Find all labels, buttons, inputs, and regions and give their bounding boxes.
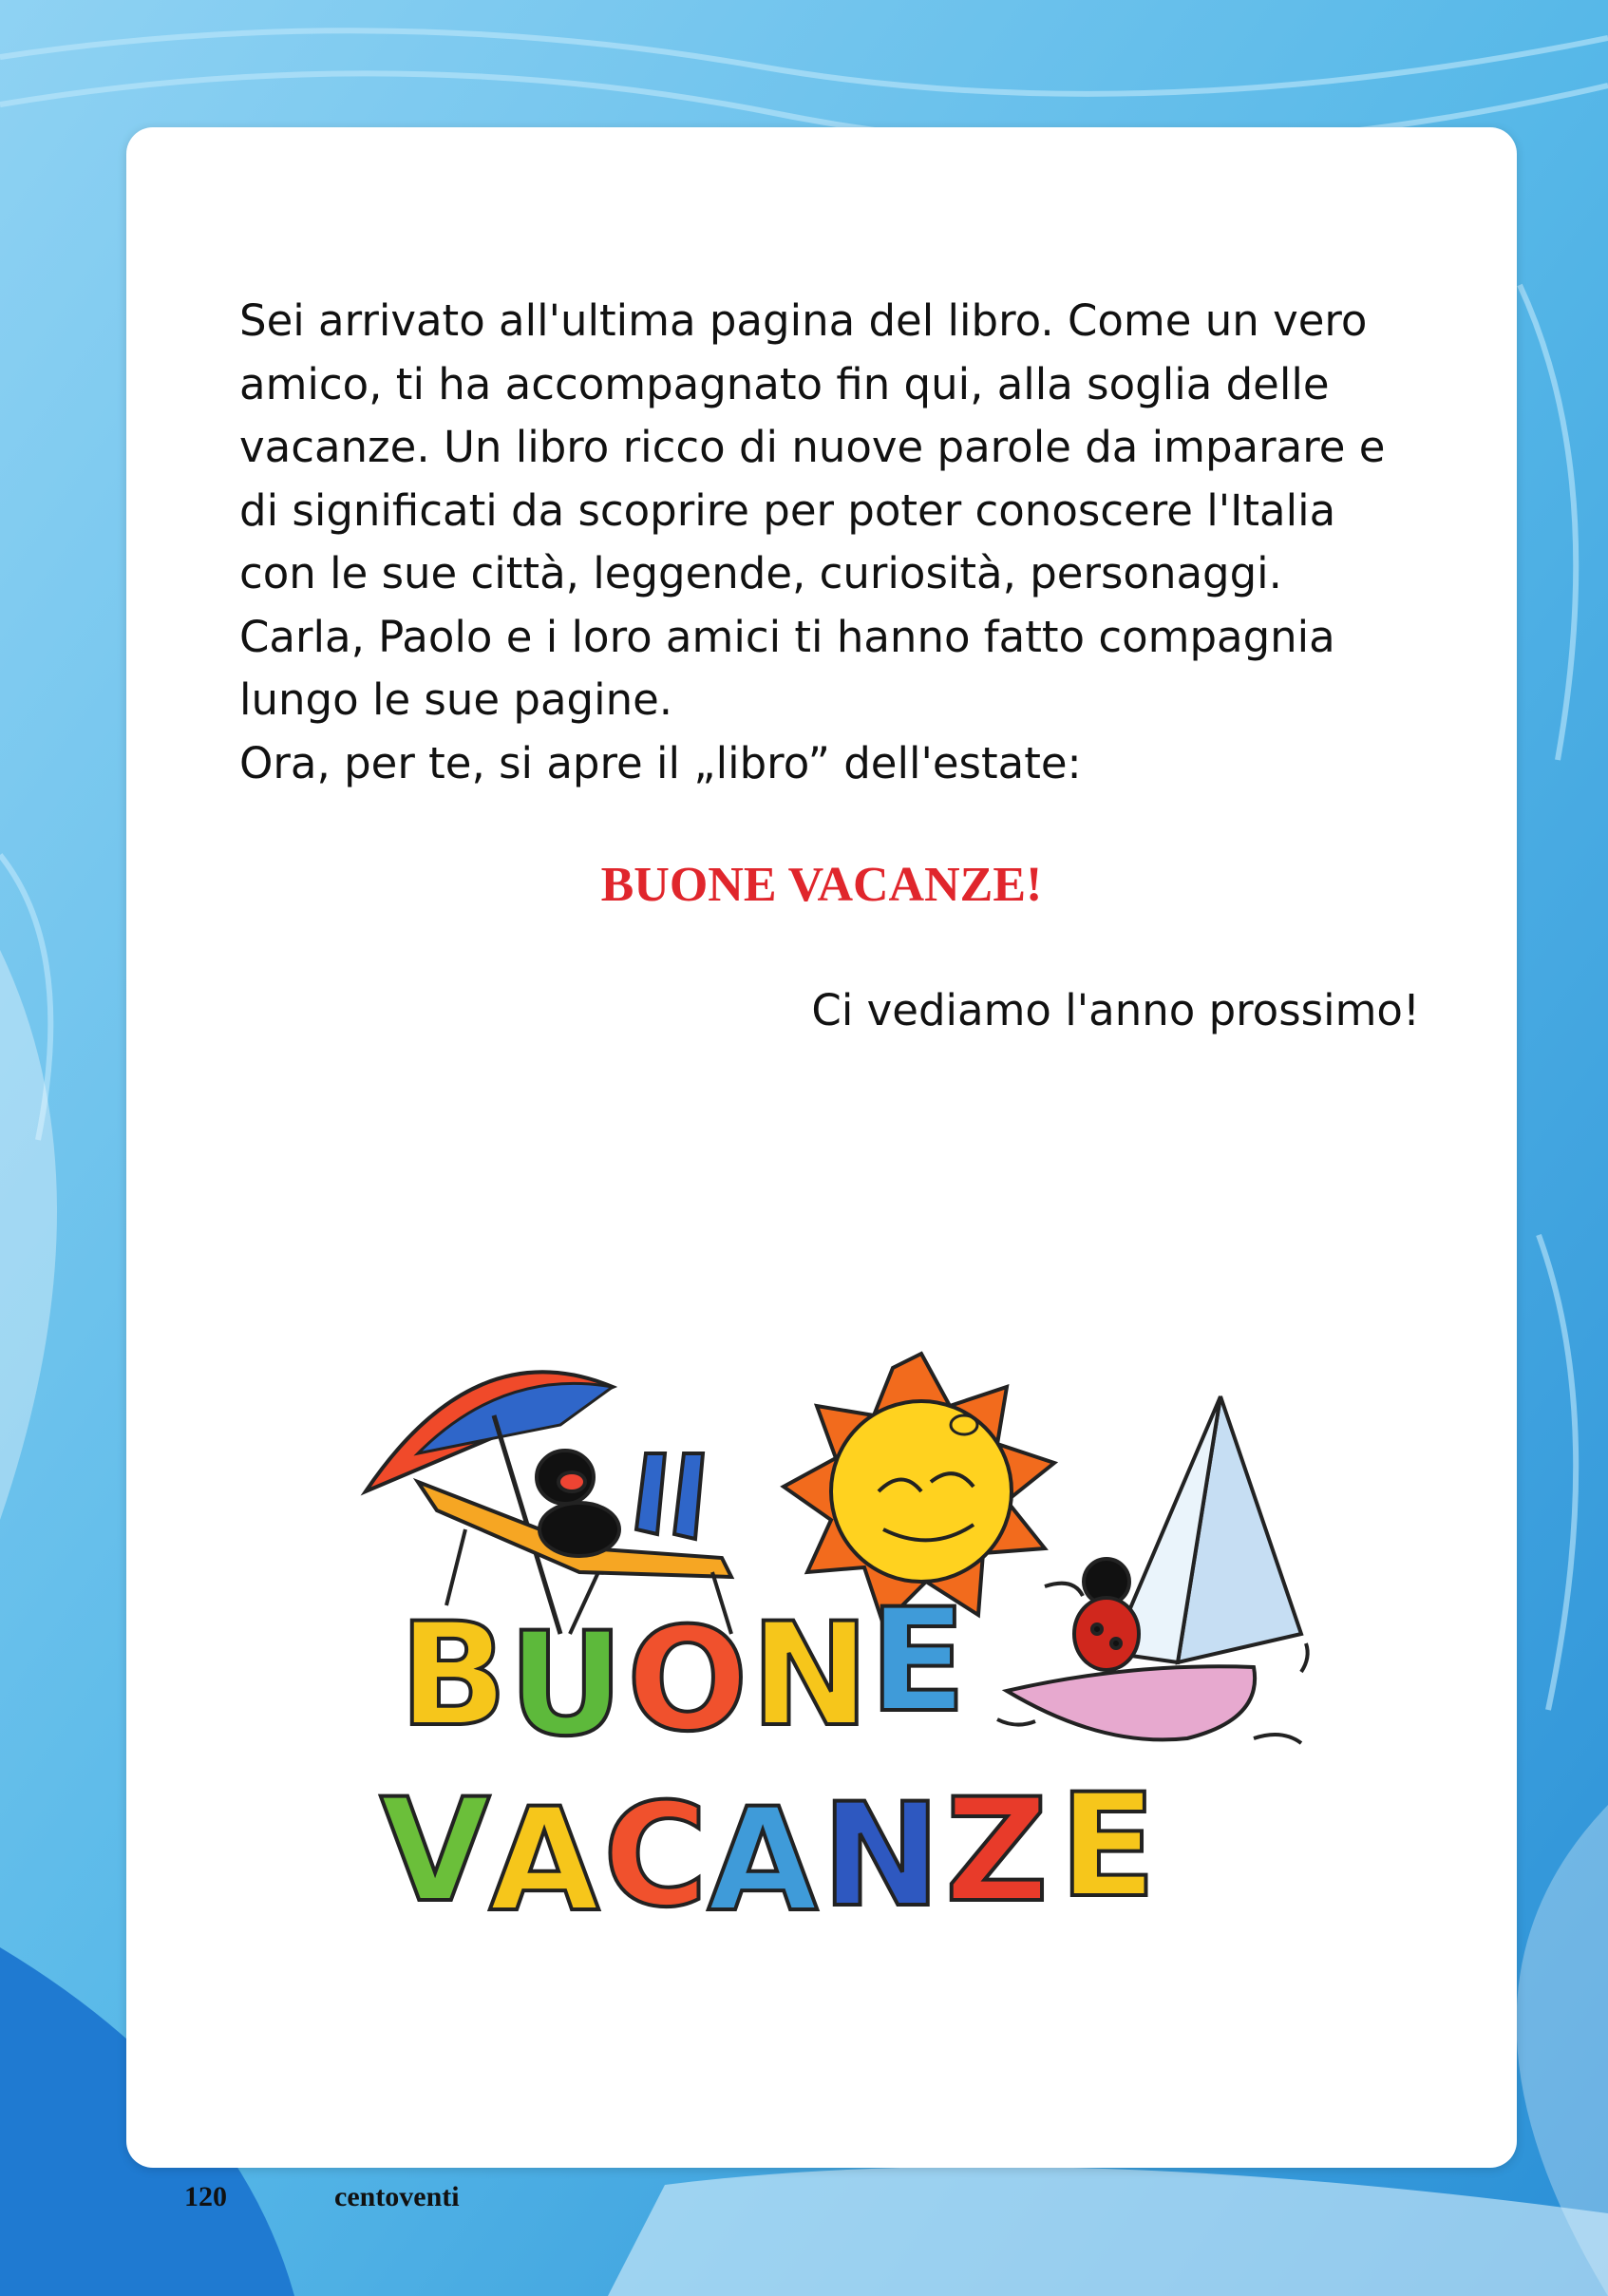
illustration-drawing <box>351 1349 1330 1938</box>
svg-text:U: U <box>508 1603 624 1768</box>
svg-text:A: A <box>489 1778 600 1938</box>
paragraph-line: vacanze. Un libro ricco di nuove parole da imparare e <box>239 422 1386 472</box>
signoff-text: Ci vediamo l'anno prossimo! <box>811 985 1420 1035</box>
svg-text:B: B <box>399 1593 508 1758</box>
lettering-buone <box>399 1579 966 1768</box>
svg-text:N: N <box>822 1774 941 1938</box>
svg-text:N: N <box>750 1593 870 1758</box>
headline: BUONE VACANZE! <box>600 858 1043 912</box>
sunbathing-character-icon <box>537 1451 703 1556</box>
svg-text:O: O <box>627 1598 748 1763</box>
svg-text:E: E <box>869 1579 967 1744</box>
paragraph-line: lungo le sue pagine. <box>239 674 673 725</box>
svg-text:E: E <box>1059 1764 1157 1929</box>
paragraph-line: con le sue città, leggende, curiosità, personaggi. <box>239 548 1282 598</box>
svg-text:C: C <box>603 1774 709 1938</box>
lettering-vacanze <box>380 1764 1156 1938</box>
buone-vacanze-illustration <box>351 1349 1330 1938</box>
paragraph-line: Sei arrivato all'ultima pagina del libro. Come un vero <box>239 295 1368 346</box>
svg-text:Z: Z <box>945 1769 1049 1934</box>
sailboat-icon <box>997 1396 1308 1743</box>
paragraph-line: amico, ti ha accompagnato fin qui, alla soglia delle <box>239 358 1330 409</box>
page-number: 120 <box>184 2181 227 2212</box>
svg-text:A: A <box>708 1778 819 1938</box>
intro-paragraph <box>239 290 1465 795</box>
paragraph-line: Ora, per te, si apre il „libro” dell'estate: <box>239 737 1082 788</box>
paragraph-line: di significati da scoprire per poter conoscere l'Italia <box>239 484 1336 536</box>
paragraph-line: Carla, Paolo e i loro amici ti hanno fatto compagnia <box>239 611 1335 662</box>
page-number-words: centoventi <box>334 2181 460 2212</box>
svg-text:V: V <box>380 1769 491 1934</box>
